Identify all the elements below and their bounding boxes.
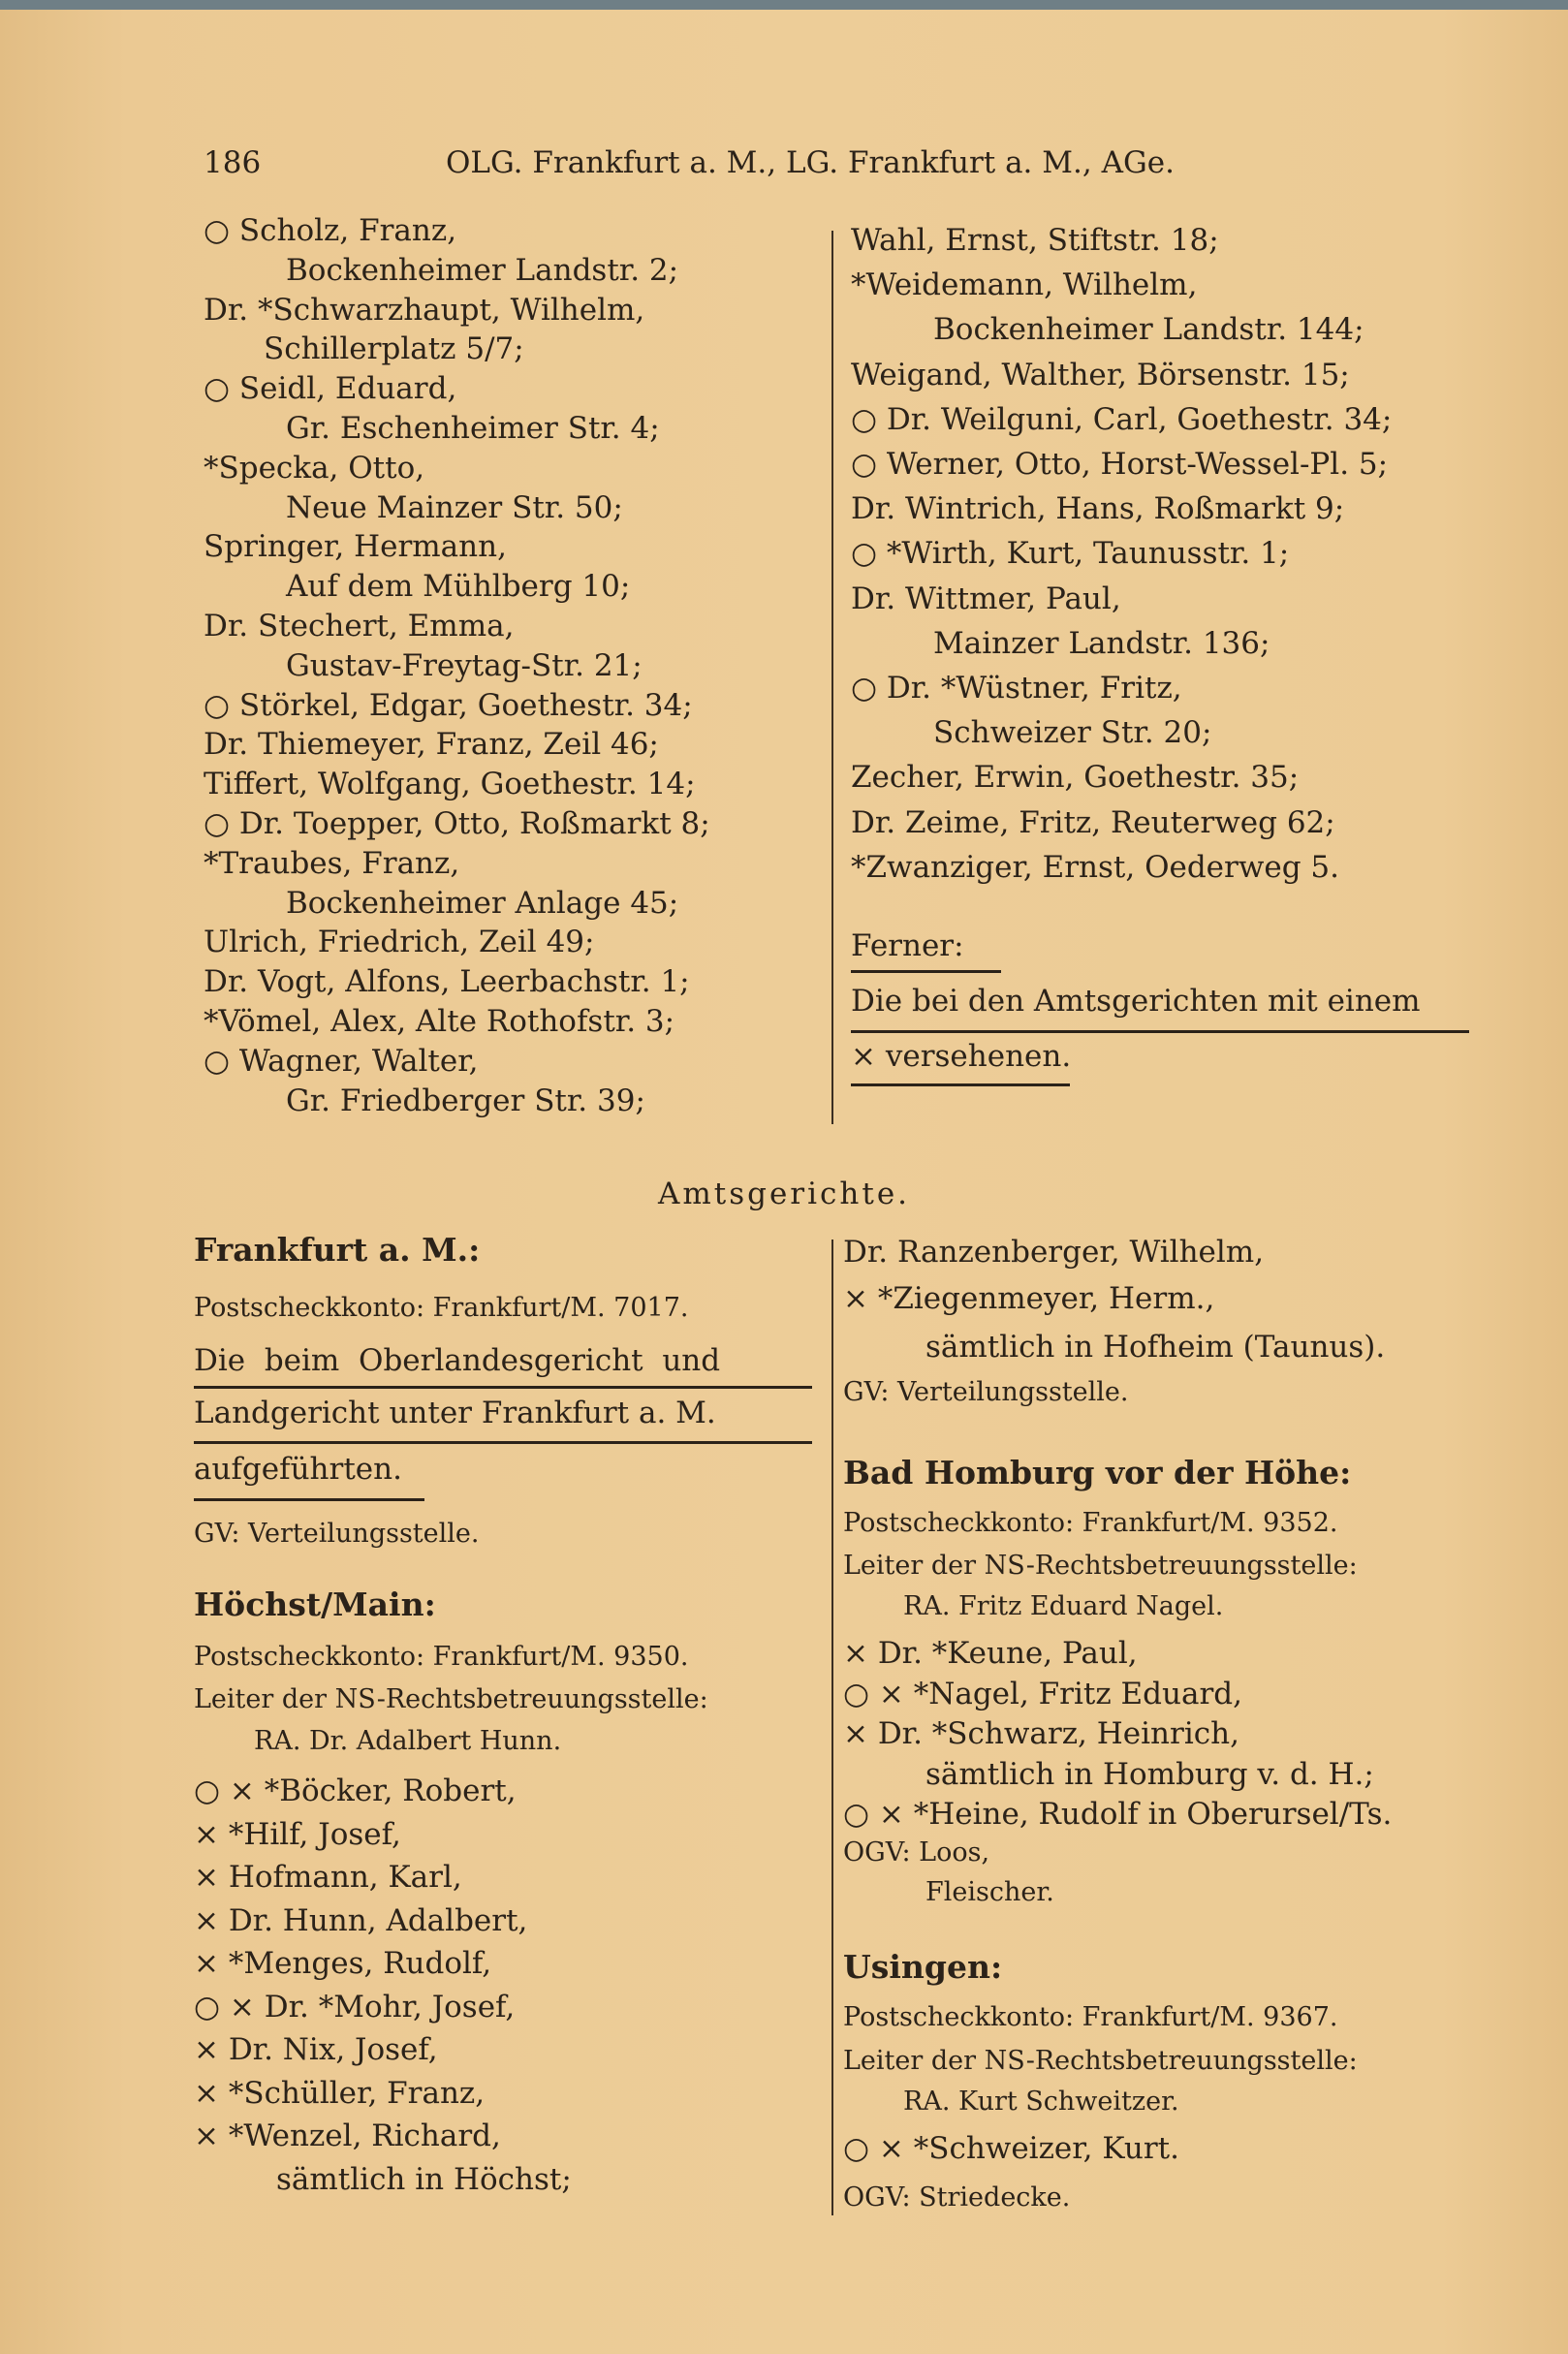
entry-line: ○ × *Schweizer, Kurt.	[843, 2131, 1179, 2166]
entry-line: × Dr. Hunn, Adalbert,	[194, 1902, 528, 1938]
entry-line: Schillerplatz 5/7;	[264, 331, 524, 367]
ferner-text-2: × versehenen.	[851, 1039, 1072, 1074]
frankfurt-text-2: Landgericht unter Frankfurt a. M.	[194, 1396, 716, 1430]
entry-line: ○ Scholz, Franz,	[204, 213, 457, 248]
court-title: Usingen:	[843, 1948, 1003, 1986]
section-title: Amtsgerichte.	[657, 1177, 911, 1211]
frankfurt-gv: GV: Verteilungsstelle.	[194, 1519, 480, 1549]
entry-line: Weigand, Walther, Börsenstr. 15;	[851, 357, 1350, 392]
entry-line: Zecher, Erwin, Goethestr. 35;	[851, 760, 1300, 796]
court-info-line: Leiter der NS-Rechtsbetreuungsstelle:	[843, 1551, 1358, 1581]
postscheck-frankfurt: Postscheckkonto: Frankfurt/M. 7017.	[194, 1293, 689, 1323]
entry-line: ○ Dr. Weilguni, Carl, Goethestr. 34;	[851, 401, 1393, 437]
entry-line: ○ × Dr. *Mohr, Josef,	[194, 1989, 516, 2024]
entry-line: Springer, Hermann,	[204, 529, 507, 565]
entry-line: Bockenheimer Landstr. 144;	[933, 312, 1364, 348]
entry-line: Mainzer Landstr. 136;	[933, 625, 1270, 661]
entry-line: Dr. *Schwarzhaupt, Wilhelm,	[204, 292, 645, 328]
court-info-line: Leiter der NS-Rechtsbetreuungsstelle:	[843, 2046, 1358, 2076]
entry-line: Dr. Ranzenberger, Wilhelm,	[843, 1235, 1265, 1270]
court-info-line: Postscheckkonto: Frankfurt/M. 9352.	[843, 1508, 1338, 1538]
entry-line: Bockenheimer Anlage 45;	[286, 885, 679, 921]
court-info-line: GV: Verteilungsstelle.	[843, 1377, 1129, 1407]
entry-line: sämtlich in Höchst;	[276, 2161, 572, 2197]
entry-line: Dr. Stechert, Emma,	[204, 608, 515, 643]
entry-line: × *Schüller, Franz,	[194, 2075, 486, 2111]
court-title: Bad Homburg vor der Höhe:	[843, 1454, 1352, 1491]
entry-line: Dr. Wintrich, Hans, Roßmarkt 9;	[851, 491, 1345, 527]
entry-line: *Traubes, Franz,	[204, 845, 460, 881]
entry-line: ○ × *Böcker, Robert,	[194, 1773, 517, 1808]
entry-line: ○ *Wirth, Kurt, Taunusstr. 1;	[851, 536, 1290, 572]
entry-line: *Specka, Otto,	[204, 450, 425, 486]
scan-edge	[0, 0, 1568, 10]
entry-line: ○ Dr. *Wüstner, Fritz,	[851, 671, 1182, 706]
court-info-line: OGV: Striedecke.	[843, 2182, 1071, 2213]
entry-line: *Weidemann, Wilhelm,	[851, 267, 1198, 303]
page-number: 186	[204, 145, 262, 180]
running-title: OLG. Frankfurt a. M., LG. Frankfurt a. M., AGe.	[446, 145, 1175, 180]
entry-line: Dr. Vogt, Alfons, Leerbachstr. 1;	[204, 964, 690, 1000]
entry-line: × Dr. *Schwarz, Heinrich,	[843, 1716, 1239, 1751]
entry-line: Tiffert, Wolfgang, Goethestr. 14;	[204, 767, 696, 802]
entry-line: Neue Mainzer Str. 50;	[286, 489, 623, 525]
frankfurt-text-1: Die beim Oberlandesgericht und	[194, 1343, 721, 1378]
entry-line: × *Menges, Rudolf,	[194, 1946, 492, 1981]
court-info-line: Leiter der NS-Rechtsbetreuungsstelle:	[194, 1684, 708, 1714]
entry-line: sämtlich in Homburg v. d. H.;	[925, 1756, 1374, 1792]
entry-line: ○ × *Heine, Rudolf in Oberursel/Ts.	[843, 1797, 1393, 1832]
entry-line: Wahl, Ernst, Stiftstr. 18;	[851, 223, 1219, 258]
ferner-label: Ferner:	[851, 928, 964, 963]
entry-line: sämtlich in Hofheim (Taunus).	[925, 1330, 1386, 1365]
column-divider-top	[831, 231, 833, 1124]
entry-line: Dr. Wittmer, Paul,	[851, 581, 1121, 616]
entry-line: *Vömel, Alex, Alte Rothofstr. 3;	[204, 1003, 675, 1039]
entry-line: Gr. Friedberger Str. 39;	[286, 1083, 645, 1118]
entry-line: × Dr. *Keune, Paul,	[843, 1636, 1138, 1671]
court-title: Höchst/Main:	[194, 1585, 436, 1623]
entry-line: × Hofmann, Karl,	[194, 1860, 462, 1895]
entry-line: ○ Störkel, Edgar, Goethestr. 34;	[204, 687, 693, 723]
rule	[851, 970, 1001, 973]
court-info-line: Postscheckkonto: Frankfurt/M. 9350.	[194, 1642, 689, 1672]
court-info-line: RA. Dr. Adalbert Hunn.	[254, 1726, 562, 1756]
entry-line: ○ Seidl, Eduard,	[204, 371, 457, 407]
entry-line: *Zwanziger, Ernst, Oederweg 5.	[851, 849, 1339, 885]
entry-line: Dr. Thiemeyer, Franz, Zeil 46;	[204, 727, 659, 763]
rule	[194, 1441, 812, 1444]
court-info-line: OGV: Loos,	[843, 1836, 990, 1868]
entry-line: Schweizer Str. 20;	[933, 715, 1212, 751]
entry-line: ○ Werner, Otto, Horst-Wessel-Pl. 5;	[851, 447, 1389, 483]
court-info-line: RA. Kurt Schweitzer.	[903, 2087, 1179, 2117]
rule	[851, 1083, 1070, 1086]
entry-line: Ulrich, Friedrich, Zeil 49;	[204, 925, 595, 960]
rule	[851, 1030, 1469, 1033]
rule	[194, 1498, 424, 1501]
entry-line: × Dr. Nix, Josef,	[194, 2032, 438, 2067]
entry-line: ○ Dr. Toepper, Otto, Roßmarkt 8;	[204, 805, 710, 841]
entry-line: × *Ziegenmeyer, Herm.,	[843, 1281, 1215, 1316]
frankfurt-text-3: aufgeführten.	[194, 1452, 402, 1487]
column-divider-bottom	[831, 1240, 833, 2215]
left-top-list	[204, 211, 710, 1120]
entry-line: ○ Wagner, Walter,	[204, 1043, 479, 1079]
entry-line: Auf dem Mühlberg 10;	[286, 569, 631, 605]
court-info-line: RA. Fritz Eduard Nagel.	[903, 1591, 1224, 1621]
entry-line: Gr. Eschenheimer Str. 4;	[286, 410, 660, 446]
entry-line: Bockenheimer Landstr. 2;	[286, 252, 679, 288]
court-info-line: Fleischer.	[925, 1877, 1054, 1907]
ferner-text-1: Die bei den Amtsgerichten mit einem	[851, 984, 1421, 1019]
entry-line: Gustav-Freytag-Str. 21;	[286, 647, 643, 683]
court-title-frankfurt: Frankfurt a. M.:	[194, 1231, 481, 1269]
entry-line: Dr. Zeime, Fritz, Reuterweg 62;	[851, 804, 1335, 840]
court-info-line: Postscheckkonto: Frankfurt/M. 9367.	[843, 2002, 1338, 2032]
entry-line: × *Wenzel, Richard,	[194, 2119, 501, 2153]
entry-line: ○ × *Nagel, Fritz Eduard,	[843, 1676, 1242, 1711]
right-top-list	[851, 218, 1392, 890]
rule	[194, 1386, 812, 1389]
entry-line: × *Hilf, Josef,	[194, 1816, 401, 1852]
